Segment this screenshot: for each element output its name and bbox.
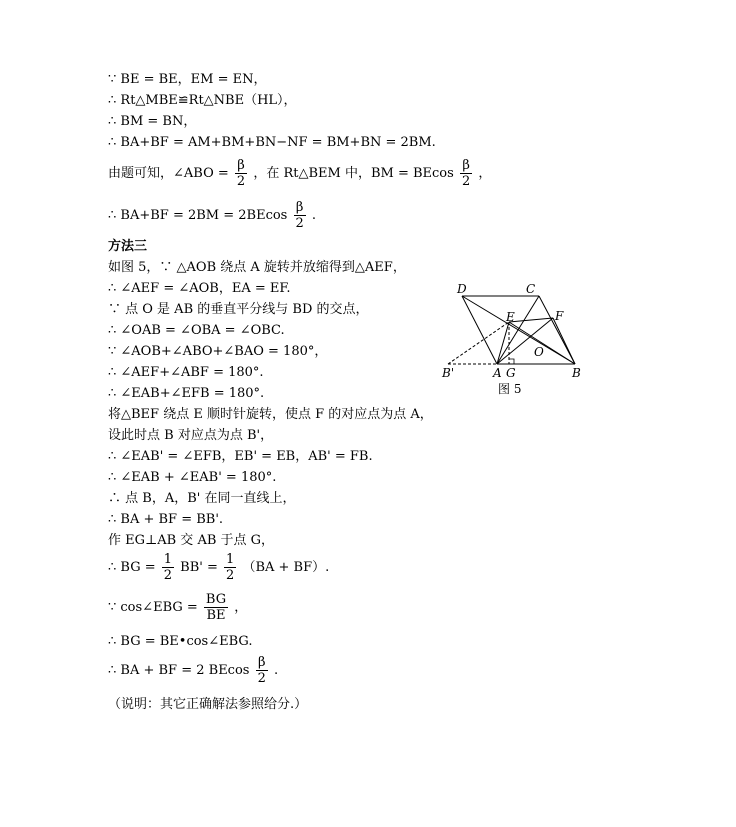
- label-e: E: [506, 310, 515, 324]
- method-line-13: ∴ BA + BF = BB'.: [108, 512, 224, 527]
- label-b: B: [572, 366, 581, 380]
- method-line-11: ∴ ∠EAB + ∠EAB' = 180°.: [108, 470, 277, 485]
- fraction-numerator: β: [460, 158, 472, 174]
- method-line-15: [108, 552, 329, 583]
- proof-line-1: ∵ BE = BE，EM = EN，: [108, 72, 267, 87]
- method-line-9: 设此时点 B 对应点为点 B'，: [108, 428, 274, 443]
- text-segment: ∵ cos∠EBG =: [108, 600, 198, 615]
- proof-line-4: ∴ BA+BF = AM+BM+BN−NF = BM+BN = 2BM.: [108, 135, 436, 150]
- figure-caption: 图 5: [498, 382, 522, 396]
- fraction-denominator: 2: [163, 568, 173, 583]
- text-segment: ∴ BA+BF = 2BM = 2BEcos: [108, 208, 288, 223]
- fraction-numerator: BG: [205, 592, 227, 607]
- label-o: O: [534, 345, 544, 359]
- method-line-18: [108, 655, 278, 686]
- fraction-numerator: β: [294, 200, 306, 216]
- fraction-beta-over-2: [256, 655, 268, 686]
- text-segment: .: [311, 208, 317, 223]
- text-segment: 由题可知，∠ABO =: [108, 166, 229, 181]
- proof-line-2: ∴ Rt△MBE≌Rt△NBE（HL），: [108, 93, 297, 108]
- method-line-12: ∴ 点 B，A，B' 在同一直线上，: [108, 491, 296, 506]
- method-line-10: ∴ ∠EAB' = ∠EFB，EB' = EB，AB' = FB.: [108, 449, 373, 464]
- segment-ef: [509, 318, 553, 322]
- fraction-one-half: [162, 552, 174, 583]
- method-3-heading: 方法三: [108, 239, 148, 254]
- text-segment: ，: [478, 166, 492, 181]
- text-segment: BB' =: [180, 560, 218, 575]
- method-line-8: 将△BEF 绕点 E 顺时针旋转，使点 F 的对应点为点 A，: [108, 407, 433, 422]
- label-c: C: [526, 282, 536, 296]
- fraction-numerator: 1: [226, 552, 235, 567]
- segment-af: [497, 318, 553, 364]
- label-g: G: [506, 366, 516, 380]
- fraction-denominator: 2: [226, 568, 235, 583]
- segment-ae: [497, 322, 509, 364]
- method-line-5: ∵ ∠AOB+∠ABO+∠BAO = 180°，: [108, 344, 328, 359]
- fraction-one-half: [224, 552, 236, 583]
- method-line-1: 如图 5，∵ △AOB 绕点 A 旋转并放缩得到△AEF，: [108, 260, 406, 275]
- method-line-16: [108, 592, 247, 623]
- method-line-14: 作 EG⊥AB 交 AB 于点 G，: [108, 533, 275, 548]
- label-f: F: [555, 309, 564, 323]
- proof-line-3: ∴ BM = BN，: [108, 114, 197, 129]
- method-line-3: ∵ 点 O 是 AB 的垂直平分线与 BD 的交点，: [108, 302, 369, 317]
- method-line-2: ∴ ∠AEF = ∠AOB，EA = EF.: [108, 281, 291, 296]
- proof-line-6: [108, 200, 316, 231]
- proof-line-5: [108, 158, 491, 189]
- text-segment: （BA + BF）.: [242, 560, 330, 575]
- fraction-numerator: 1: [163, 552, 173, 567]
- fraction-numerator: β: [256, 655, 268, 671]
- text-segment: ∴ BG =: [108, 560, 156, 575]
- fraction-beta-over-2: [294, 200, 306, 231]
- text-segment: ，: [234, 600, 248, 615]
- method-line-7: ∴ ∠EAB+∠EFB = 180°.: [108, 386, 265, 401]
- fraction-denominator: 2: [295, 216, 304, 231]
- segment-ac: [497, 296, 539, 364]
- grading-note: （说明：其它正确解法参照给分.）: [108, 697, 308, 712]
- label-a: A: [493, 366, 502, 380]
- method-line-17: ∴ BG = BE•cos∠EBG.: [108, 634, 253, 649]
- fraction-beta-over-2: [460, 158, 472, 189]
- method-line-4: ∴ ∠OAB = ∠OBA = ∠OBC.: [108, 323, 285, 338]
- fraction-denominator: 2: [236, 174, 246, 189]
- fraction-bg-over-be: [204, 592, 228, 623]
- fraction-numerator: β: [235, 158, 247, 174]
- method-line-6: ∴ ∠AEF+∠ABF = 180°.: [108, 365, 264, 380]
- text-segment: .: [274, 663, 279, 678]
- text-segment: ，在 Rt△BEM 中，BM = BEcos: [253, 166, 454, 181]
- text-segment: ∴ BA + BF = 2 BEcos: [108, 663, 250, 678]
- fraction-denominator: 2: [461, 174, 471, 189]
- label-d: D: [457, 282, 467, 296]
- right-angle-mark: [509, 359, 514, 364]
- fraction-denominator: 2: [257, 671, 266, 686]
- fraction-beta-over-2: [235, 158, 247, 189]
- fraction-denominator: BE: [206, 608, 226, 623]
- label-b-prime: B': [442, 366, 455, 380]
